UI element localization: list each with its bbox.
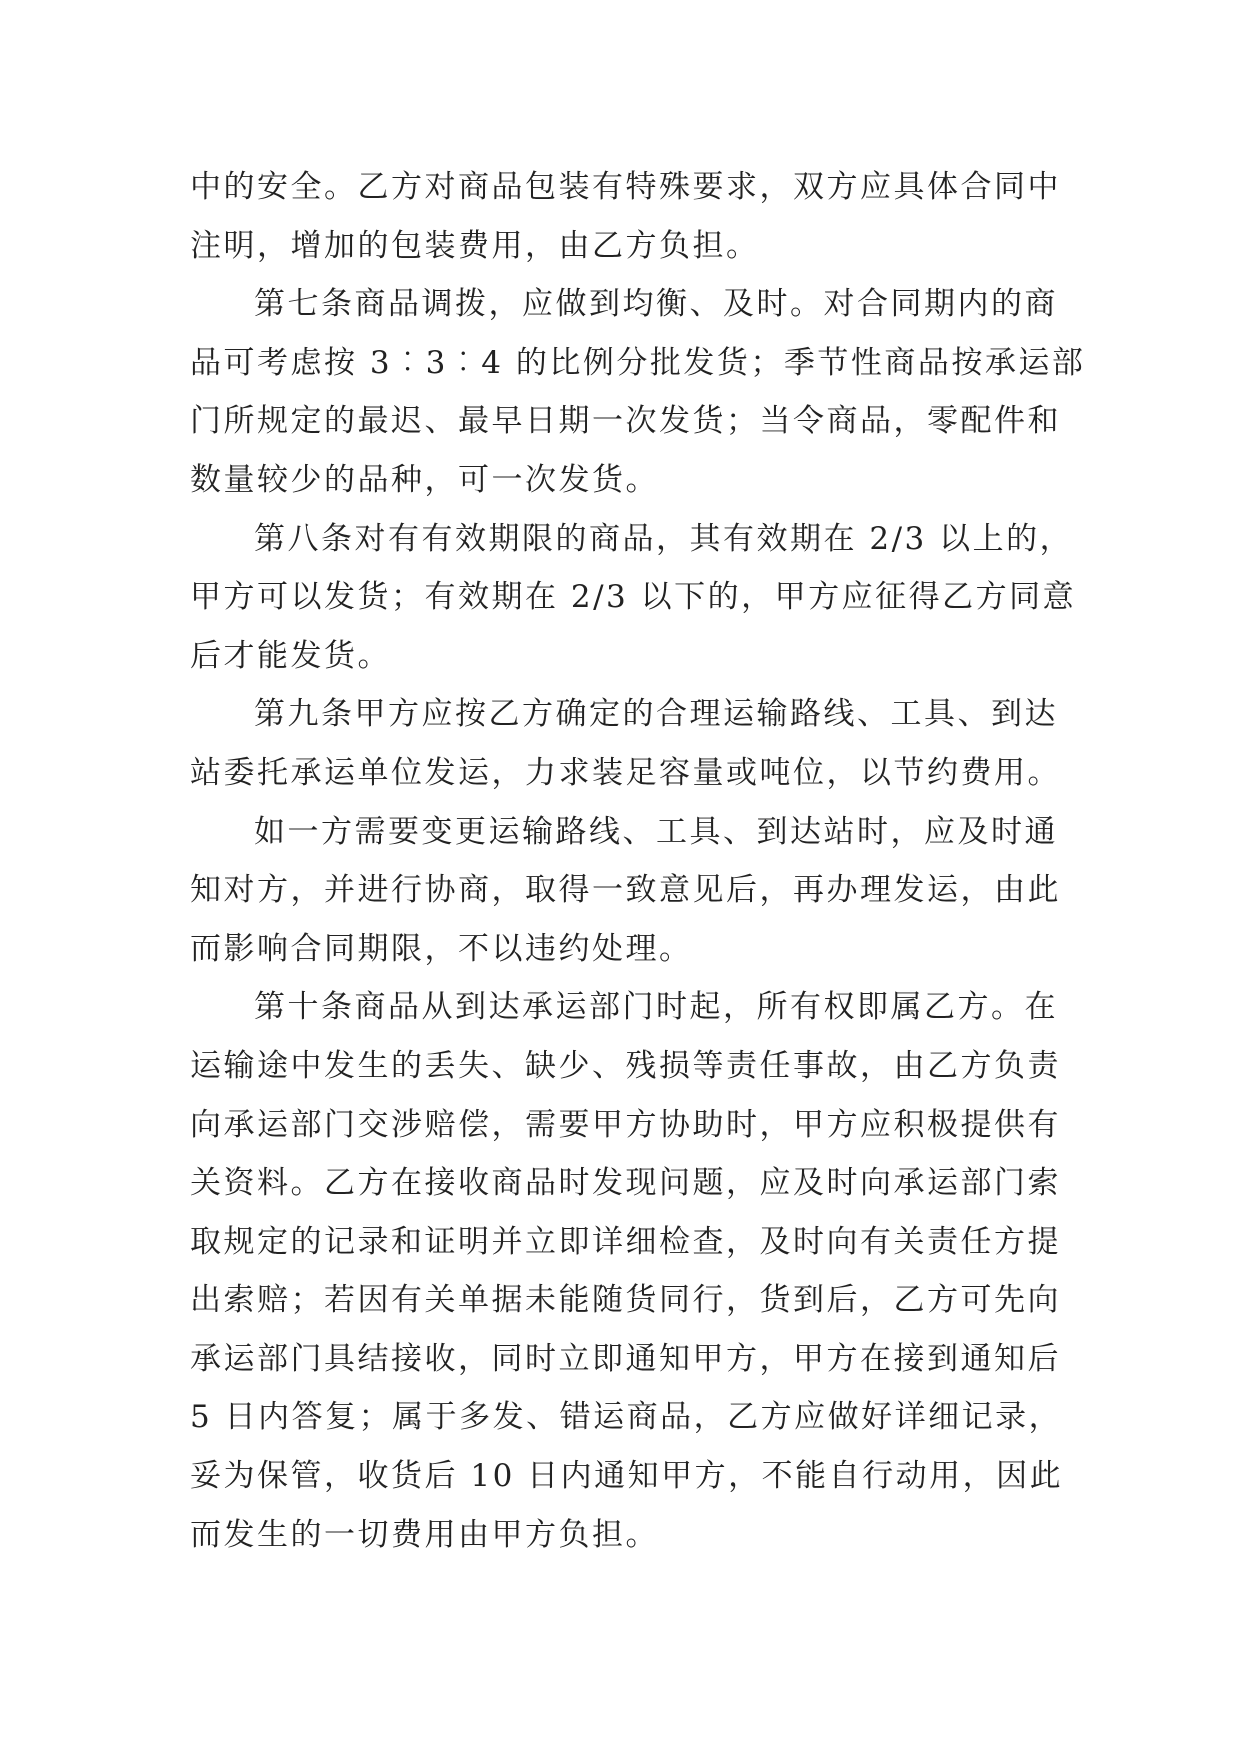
text-line: 而影响合同期限，不以违约处理。 [190, 930, 693, 967]
text-line: 出索赔；若因有关单据未能随货同行，货到后，乙方可先向 [190, 1282, 1061, 1319]
text-line: 而发生的一切费用由甲方负担。 [190, 1516, 659, 1553]
text-line: 知对方，并进行协商，取得一致意见后，再办理发运，由此 [190, 872, 1061, 909]
text-line: 后才能发货。 [190, 637, 391, 674]
article-10-first-line: 第十条商品从到达承运部门时起，所有权即属乙方。在 [254, 989, 1058, 1026]
article-8-first-line: 第八条对有有效期限的商品，其有效期在 2/3 以上的， [254, 520, 1074, 557]
text-line: 品可考虑按 3︰3︰4 的比例分批发货；季节性商品按承运部 [190, 344, 1086, 381]
text-line: 中的安全。乙方对商品包装有特殊要求，双方应具体合同中 [190, 169, 1061, 205]
paragraph-first-line: 如一方需要变更运输路线、工具、到达站时，应及时通 [254, 813, 1058, 850]
article-9-first-line: 第九条甲方应按乙方确定的合理运输路线、工具、到达 [254, 696, 1058, 733]
text-line: 5 日内答复；属于多发、错运商品，乙方应做好详细记录， [190, 1399, 1063, 1436]
text-line: 甲方可以发货；有效期在 2/3 以下的，甲方应征得乙方同意 [190, 579, 1077, 616]
document-body [190, 158, 1086, 1564]
text-line: 数量较少的品种，可一次发货。 [190, 461, 659, 498]
text-line: 妥为保管，收货后 10 日内通知甲方，不能自行动用，因此 [190, 1458, 1064, 1495]
article-7-first-line: 第七条商品调拨，应做到均衡、及时。对合同期内的商 [254, 286, 1058, 323]
text-line: 站委托承运单位发运，力求装足容量或吨位，以节约费用。 [190, 754, 1061, 791]
text-line: 运输途中发生的丢失、缺少、残损等责任事故，由乙方负责 [190, 1047, 1061, 1084]
text-line: 取规定的记录和证明并立即详细检查，及时向有关责任方提 [190, 1223, 1061, 1260]
text-line: 门所规定的最迟、最早日期一次发货；当令商品，零配件和 [190, 403, 1061, 440]
text-line: 向承运部门交涉赔偿，需要甲方协助时，甲方应积极提供有 [190, 1106, 1061, 1143]
text-line: 承运部门具结接收，同时立即通知甲方，甲方在接到通知后 [190, 1340, 1061, 1377]
text-line: 注明，增加的包装费用，由乙方负担。 [190, 227, 760, 264]
text-line: 关资料。乙方在接收商品时发现问题，应及时向承运部门索 [190, 1165, 1061, 1202]
